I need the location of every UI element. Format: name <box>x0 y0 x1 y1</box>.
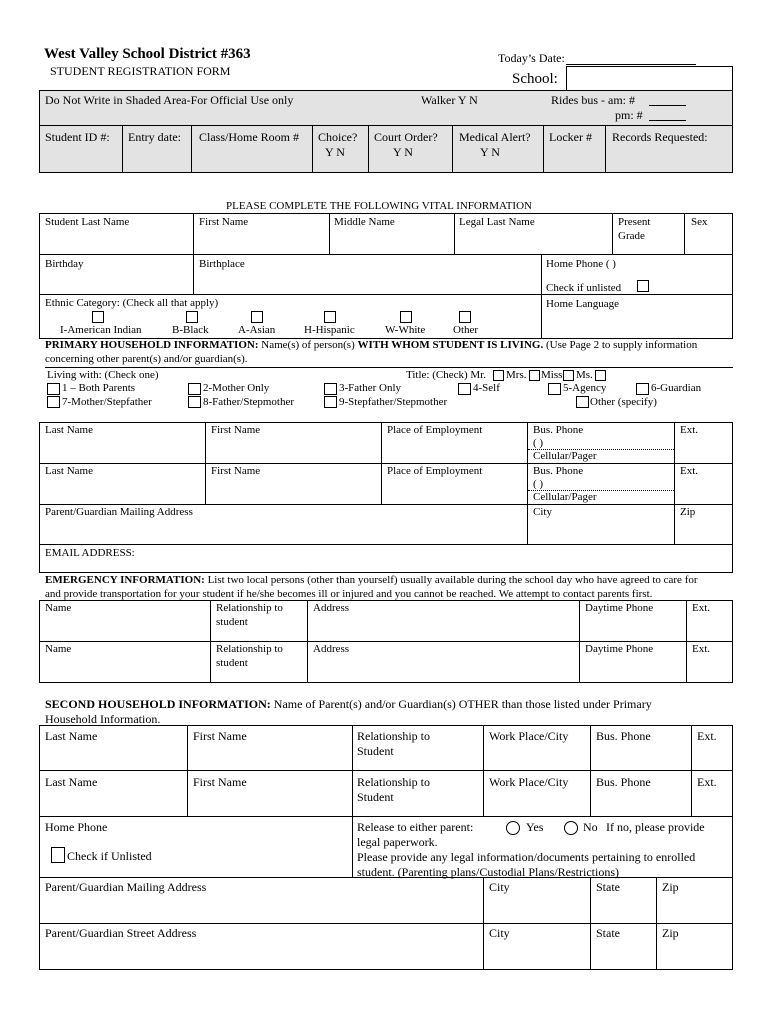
second-street-city-label: City <box>489 926 510 940</box>
primary-mailing-address-label: Parent/Guardian Mailing Address <box>45 506 193 518</box>
second2-first-name-label: First Name <box>193 775 247 789</box>
second-unlisted-checkbox[interactable] <box>51 847 65 863</box>
living-with-checkbox-9[interactable] <box>324 396 337 408</box>
primary-zip-label: Zip <box>680 506 696 518</box>
second-check-if-unlisted-label: Check if Unlisted <box>67 849 152 863</box>
second-mailing-city-label: City <box>489 880 510 894</box>
parent1-cellular-label: Cellular/Pager <box>533 450 597 462</box>
living-with-label: Living with: (Check one) <box>47 369 159 381</box>
second-street-address-label: Parent/Guardian Street Address <box>45 926 197 940</box>
student-last-name-label: Student Last Name <box>45 216 130 228</box>
emergency2-relationship-label-2: student <box>216 657 248 669</box>
home-phone-label: Home Phone ( ) <box>546 258 616 270</box>
second1-relationship-label-2: Student <box>357 744 394 758</box>
living-with-checkbox-2[interactable] <box>188 383 201 395</box>
birthplace-label: Birthplace <box>199 258 245 270</box>
parent2-last-name-label: Last Name <box>45 465 93 477</box>
parent1-first-name-label: First Name <box>211 424 261 436</box>
living-with-checkbox-3[interactable] <box>324 383 337 395</box>
emergency2-ext-label: Ext. <box>692 643 711 655</box>
court-order-yn: Y N <box>393 145 413 159</box>
entry-date-label: Entry date: <box>128 130 181 144</box>
court-order-label: Court Order? <box>374 130 438 144</box>
living-with-option-8: 8-Father/Stepmother <box>203 396 295 408</box>
medical-alert-yn: Y N <box>480 145 500 159</box>
emergency1-address-label: Address <box>313 602 350 614</box>
sex-label: Sex <box>691 216 708 228</box>
district-title: West Valley School District #363 <box>44 46 251 62</box>
parent2-bus-phone-label: Bus. Phone <box>533 465 584 477</box>
parent2-first-name-label: First Name <box>211 465 261 477</box>
ethnic-checkbox-american-indian[interactable] <box>92 311 104 323</box>
title-check-label: Title: (Check) Mr. <box>406 369 486 381</box>
emergency2-address-label: Address <box>313 643 350 655</box>
choice-label: Choice? <box>318 130 358 144</box>
emergency2-relationship-label-1: Relationship to <box>216 643 283 655</box>
living-with-option-5: 5-Agency <box>563 382 607 394</box>
parent2-employment-label: Place of Employment <box>387 465 483 477</box>
second-mailing-zip-label: Zip <box>662 880 679 894</box>
parent1-employment-label: Place of Employment <box>387 424 483 436</box>
am-bus-field[interactable] <box>649 105 686 106</box>
emergency1-relationship-label-1: Relationship to <box>216 602 283 614</box>
ethnic-category-label: Ethnic Category: (Check all that apply) <box>45 297 219 309</box>
vital-heading: PLEASE COMPLETE THE FOLLOWING VITAL INFORMATION <box>226 200 532 212</box>
second-street-zip-label: Zip <box>662 926 679 940</box>
second2-relationship-label-1: Relationship to <box>357 775 430 789</box>
release-label: Release to either parent: <box>357 820 474 834</box>
second2-ext-label: Ext. <box>697 775 717 789</box>
school-label: School: <box>512 71 558 87</box>
living-with-option-other: Other (specify) <box>590 396 657 408</box>
legal-paperwork-label: legal paperwork. <box>357 835 438 849</box>
emergency1-name-label: Name <box>45 602 72 614</box>
living-with-option-6: 6-Guardian <box>651 382 702 394</box>
rides-bus-label: Rides bus - am: # <box>551 93 635 107</box>
living-with-checkbox-4[interactable] <box>458 383 471 395</box>
birthday-label: Birthday <box>45 258 84 270</box>
release-no-radio[interactable] <box>564 821 578 835</box>
second1-ext-label: Ext. <box>697 729 717 743</box>
emergency2-daytime-phone-label: Daytime Phone <box>585 643 654 655</box>
primary-household-heading-line2: concerning other parent(s) and/or guardian(s). <box>45 353 248 365</box>
ethnic-checkbox-asian[interactable] <box>251 311 263 323</box>
choice-yn: Y N <box>325 145 345 159</box>
second2-work-place-label: Work Place/City <box>489 775 569 789</box>
second1-bus-phone-label: Bus. Phone <box>596 729 651 743</box>
second1-work-place-label: Work Place/City <box>489 729 569 743</box>
ethnic-checkbox-white[interactable] <box>400 311 412 323</box>
medical-alert-label: Medical Alert? <box>459 130 531 144</box>
second-mailing-state-label: State <box>596 880 620 894</box>
parent1-ext-label: Ext. <box>680 424 699 436</box>
form-title: STUDENT REGISTRATION FORM <box>50 64 231 78</box>
ethnic-option-white: W-White <box>385 324 426 336</box>
present-grade-label-2: Grade <box>618 230 645 242</box>
living-with-checkbox-6[interactable] <box>636 383 649 395</box>
primary-city-label: City <box>533 506 552 518</box>
parent1-last-name-label: Last Name <box>45 424 93 436</box>
ethnic-checkbox-other[interactable] <box>459 311 471 323</box>
title-ms-label: Ms. <box>576 369 593 381</box>
title-mrs-label: Mrs. <box>506 369 527 381</box>
present-grade-label-1: Present <box>618 216 651 228</box>
living-with-option-9: 9-Stepfather/Stepmother <box>339 396 448 408</box>
living-with-option-4: 4-Self <box>473 382 500 394</box>
second2-bus-phone-label: Bus. Phone <box>596 775 651 789</box>
class-home-room-label: Class/Home Room # <box>199 130 300 144</box>
second1-relationship-label-1: Relationship to <box>357 729 430 743</box>
official-notice: Do Not Write in Shaded Area-For Official Use only <box>45 93 294 107</box>
legal-last-name-label: Legal Last Name <box>459 216 535 228</box>
ethnic-option-black: B-Black <box>172 324 209 336</box>
parent2-ext-label: Ext. <box>680 465 699 477</box>
second1-first-name-label: First Name <box>193 729 247 743</box>
emergency-heading: EMERGENCY INFORMATION: List two local persons (other than yourself) usually available during the school day who have agreed to care for <box>45 574 698 586</box>
locker-label: Locker # <box>549 130 592 144</box>
pm-bus-label: pm: # <box>615 108 643 122</box>
email-address-label: EMAIL ADDRESS: <box>45 547 135 559</box>
parent2-bus-phone-paren: ( ) <box>533 478 544 490</box>
unlisted-checkbox[interactable] <box>637 280 649 292</box>
ethnic-option-other: Other <box>453 324 479 336</box>
title-mr-checkbox[interactable] <box>493 370 504 381</box>
release-yes-radio[interactable] <box>506 821 520 835</box>
living-with-option-7: 7-Mother/Stepfather <box>62 396 152 408</box>
living-with-checkbox-other[interactable] <box>576 396 589 408</box>
if-no-label: If no, please provide <box>606 820 705 834</box>
second-mailing-address-label: Parent/Guardian Mailing Address <box>45 880 207 894</box>
second-street-state-label: State <box>596 926 620 940</box>
emergency-heading-line2: and provide transportation for your student if he/she becomes ill or injured and you cannot be reached. We attempt to contact parents first. <box>45 588 653 600</box>
second2-last-name-label: Last Name <box>45 775 98 789</box>
parent1-bus-phone-paren: ( ) <box>533 437 544 449</box>
title-ms-checkbox[interactable] <box>595 370 606 381</box>
living-with-option-2: 2-Mother Only <box>203 382 270 394</box>
home-language-label: Home Language <box>546 298 619 310</box>
walker-label: Walker Y N <box>421 93 478 107</box>
school-field[interactable] <box>566 66 733 91</box>
ethnic-checkbox-hispanic[interactable] <box>324 311 336 323</box>
emergency2-name-label: Name <box>45 643 72 655</box>
todays-date-label: Today’s Date: <box>498 51 565 65</box>
first-name-label: First Name <box>199 216 249 228</box>
please-provide-label-2: student. (Parenting plans/Custodial Plans/Restrictions) <box>357 865 619 879</box>
student-id-label: Student ID #: <box>45 130 110 144</box>
release-yes-label: Yes <box>526 820 544 834</box>
living-with-checkbox-8[interactable] <box>188 396 201 408</box>
living-with-option-3: 3-Father Only <box>339 382 402 394</box>
ethnic-option-asian: A-Asian <box>238 324 276 336</box>
title-miss-checkbox[interactable] <box>563 370 574 381</box>
second2-relationship-label-2: Student <box>357 790 394 804</box>
emergency1-daytime-phone-label: Daytime Phone <box>585 602 654 614</box>
check-if-unlisted-label: Check if unlisted <box>546 282 622 294</box>
ethnic-option-hispanic: H-Hispanic <box>304 324 355 336</box>
emergency1-ext-label: Ext. <box>692 602 711 614</box>
please-provide-label-1: Please provide any legal information/documents pertaining to enrolled <box>357 850 696 864</box>
second1-last-name-label: Last Name <box>45 729 98 743</box>
pm-bus-field[interactable] <box>649 120 686 121</box>
second-household-heading-line2: Household Information. <box>45 712 161 726</box>
title-mrs-checkbox[interactable] <box>529 370 540 381</box>
parent2-cellular-label: Cellular/Pager <box>533 491 597 503</box>
title-miss-label: Miss <box>541 369 563 381</box>
ethnic-option-american-indian: I-American Indian <box>60 324 142 336</box>
middle-name-label: Middle Name <box>334 216 395 228</box>
records-requested-label: Records Requested: <box>612 130 708 144</box>
living-with-checkbox-7[interactable] <box>47 396 60 408</box>
second-home-phone-label: Home Phone <box>45 820 108 834</box>
emergency1-relationship-label-2: student <box>216 616 248 628</box>
living-with-option-1: 1 – Both Parents <box>62 382 136 394</box>
parent1-bus-phone-label: Bus. Phone <box>533 424 584 436</box>
todays-date-field[interactable] <box>566 64 696 65</box>
living-with-checkbox-1[interactable] <box>47 383 60 395</box>
primary-household-heading: PRIMARY HOUSEHOLD INFORMATION: Name(s) of person(s) WITH WHOM STUDENT IS LIVING. (Use Page 2 to supply information <box>45 339 698 351</box>
ethnic-checkbox-black[interactable] <box>186 311 198 323</box>
release-no-label: No <box>583 820 598 834</box>
primary-parent-table <box>39 422 733 573</box>
living-with-checkbox-5[interactable] <box>548 383 561 395</box>
second-household-heading: SECOND HOUSEHOLD INFORMATION: Name of Parent(s) and/or Guardian(s) OTHER than those listed under Primary <box>45 697 652 711</box>
